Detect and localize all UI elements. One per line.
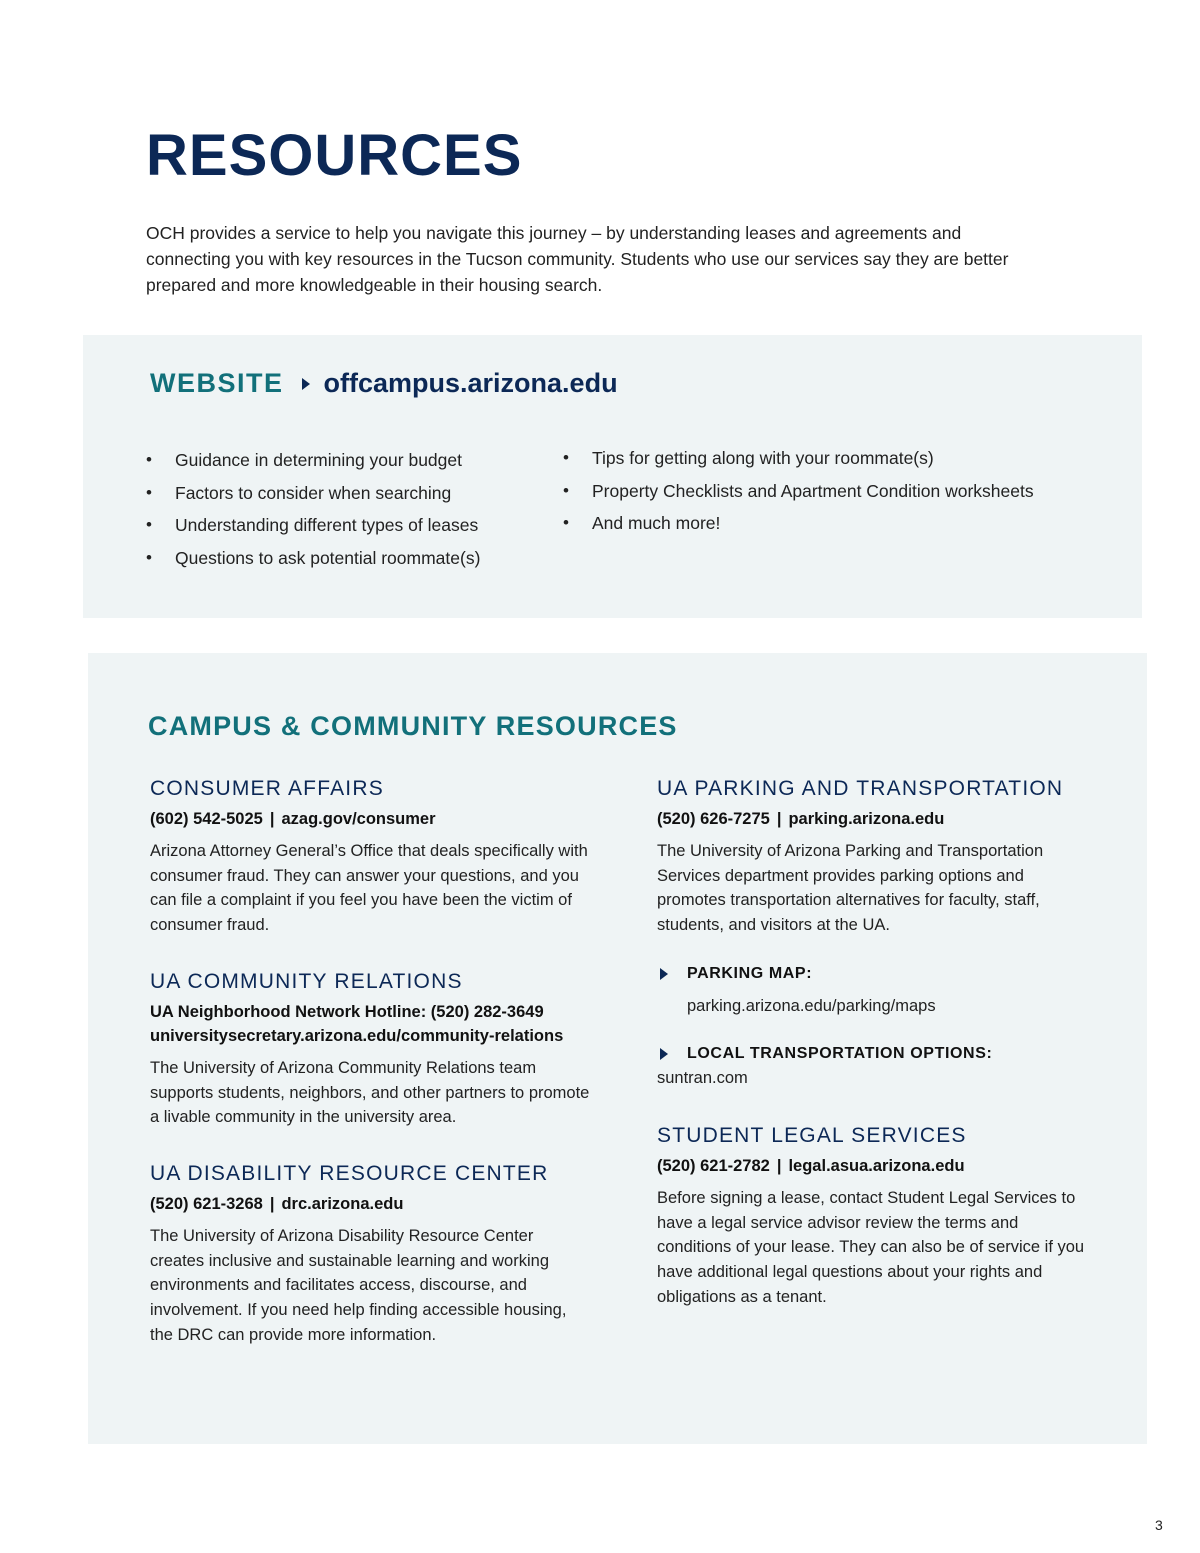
parking-map-link[interactable]: parking.arizona.edu/parking/maps (687, 996, 936, 1015)
section-heading: STUDENT LEGAL SERVICES (657, 1123, 967, 1147)
section-description: The University of Arizona Community Relations team supports students, neighbors, and other partners to promote a livable community in the university area. (150, 1058, 590, 1127)
resources-panel (88, 653, 1147, 1444)
community-relations-section (150, 968, 590, 1130)
contact-line (150, 1000, 590, 1048)
phone-number[interactable]: (520) 621-2782 (657, 1156, 770, 1175)
section-heading: UA PARKING AND TRANSPORTATION (657, 777, 1064, 800)
contact-line (657, 807, 1087, 831)
legal-section (657, 1122, 1087, 1310)
website-url-link[interactable]: offcampus.arizona.edu (323, 368, 618, 398)
section-description: The University of Arizona Parking and Transportation Services department provides parking options and promotes transportation alternatives for faculty, staff, students, and visitors at the UA. (657, 842, 1044, 935)
community-relations-link[interactable]: universitysecretary.arizona.edu/community-relations (150, 1026, 564, 1045)
list-item: • Questions to ask potential roommate(s) (146, 542, 480, 575)
separator: | (776, 810, 782, 828)
list-item: • And much more! (563, 507, 1034, 540)
transport-item (657, 1042, 1087, 1090)
suntran-link[interactable]: suntran.com (657, 1068, 748, 1087)
list-item: • Factors to consider when searching (146, 477, 480, 510)
list-item: • Tips for getting along with your roommate(s) (563, 442, 1034, 475)
parking-section (657, 775, 1087, 1090)
website-heading (150, 368, 618, 399)
separator: | (269, 810, 275, 828)
caret-right-icon (660, 1048, 668, 1060)
separator: | (776, 1156, 782, 1175)
legal-link[interactable]: legal.asua.arizona.edu (788, 1156, 965, 1175)
section-heading: UA COMMUNITY RELATIONS (150, 969, 463, 993)
page-title: RESOURCES (146, 123, 523, 188)
caret-right-icon (660, 968, 668, 980)
hotline[interactable]: UA Neighborhood Network Hotline: (520) 282-3649 (150, 1002, 544, 1021)
website-features-right (563, 442, 1034, 540)
parking-map-item (657, 962, 1087, 1018)
transport-label: LOCAL TRANSPORTATION OPTIONS: (687, 1044, 993, 1062)
page-number: 3 (1155, 1517, 1163, 1533)
section-description: Before signing a lease, contact Student Legal Services to have a legal service advisor review the terms and conditions of your lease. They can also be of service if you have additional legal questions about your rights and obligations as a tenant. (657, 1188, 1085, 1306)
list-item: • Property Checklists and Apartment Condition worksheets (563, 475, 1034, 508)
phone-number[interactable]: (520) 621-3268 (150, 1194, 263, 1213)
intro-paragraph: OCH provides a service to help you navigate this journey – by understanding leases and agreements and connecting you with key resources in the Tucson community. Students who use our services say they are better prepared and more knowledgeable in their housing search. (146, 223, 1009, 295)
website-features-left (146, 444, 480, 574)
resources-left-column (150, 775, 590, 1347)
resources-right-column (657, 775, 1087, 1309)
website-panel (83, 335, 1142, 618)
section-description: Arizona Attorney General’s Office that deals specifically with consumer fraud. They can answer your questions, and you can file a complaint if you feel you have been the victim of consumer fraud. (150, 842, 588, 935)
list-item: • Guidance in determining your budget (146, 444, 480, 477)
consumer-affairs-section (150, 775, 590, 938)
phone-number[interactable]: (520) 626-7275 (657, 810, 770, 828)
caret-right-icon (302, 378, 310, 390)
phone-number[interactable]: (602) 542-5025 (150, 810, 263, 828)
website-label: WEBSITE (150, 368, 284, 398)
section-description: The University of Arizona Disability Resource Center creates inclusive and sustainable learning and working environments and facilitates access, discourse, and involvement. If you need help finding accessible housing, the DRC can provide more information. (150, 1226, 567, 1344)
disability-section (150, 1160, 590, 1348)
separator: | (269, 1194, 275, 1213)
parking-map-label: PARKING MAP: (687, 964, 813, 982)
parking-link[interactable]: parking.arizona.edu (788, 810, 945, 828)
section-heading: CONSUMER AFFAIRS (150, 777, 384, 800)
consumer-link[interactable]: azag.gov/consumer (281, 810, 436, 828)
drc-link[interactable]: drc.arizona.edu (281, 1194, 404, 1213)
list-item: • Understanding different types of leases (146, 509, 480, 542)
contact-line (150, 807, 590, 831)
section-heading: UA DISABILITY RESOURCE CENTER (150, 1161, 549, 1185)
contact-line (657, 1154, 1087, 1178)
contact-line (150, 1192, 590, 1216)
resources-title: CAMPUS & COMMUNITY RESOURCES (148, 711, 678, 741)
